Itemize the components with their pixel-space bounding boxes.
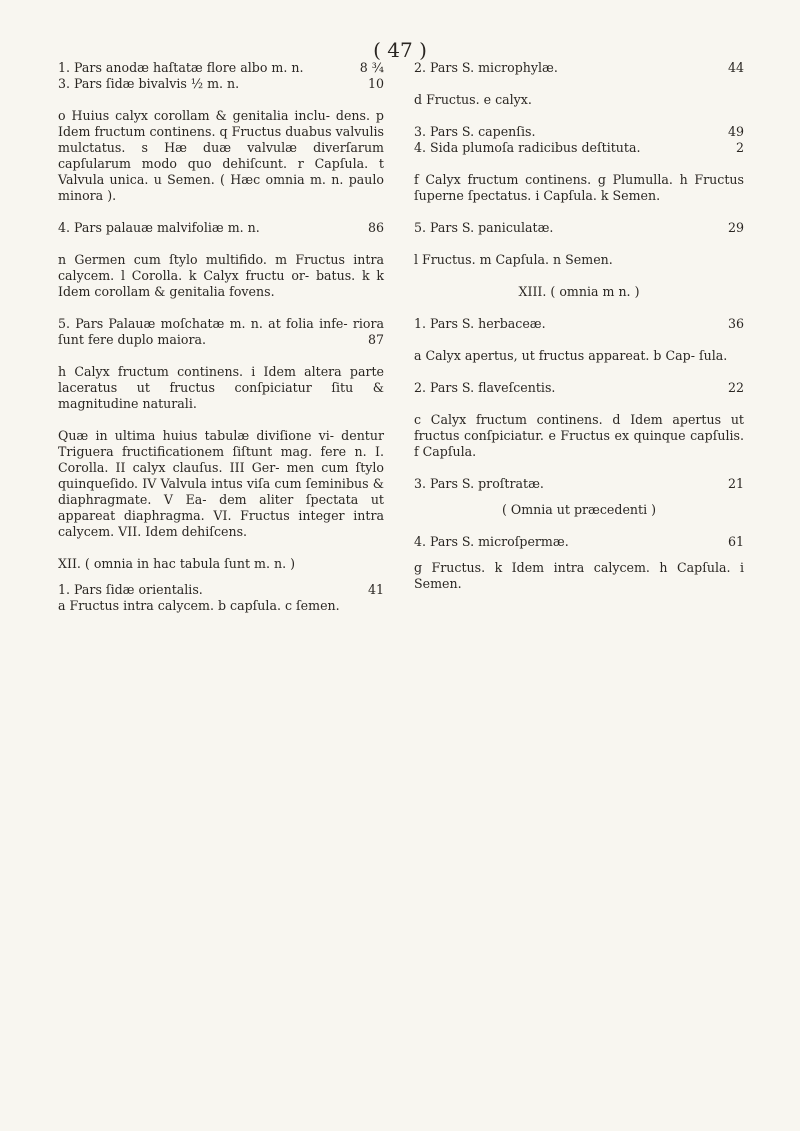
entry-text: 4. Pars palauæ malvifoliæ m. n. bbox=[58, 220, 260, 235]
description-paragraph: g Fructus. k Idem intra calycem. h Capſula. i Semen. bbox=[414, 560, 744, 591]
description-paragraph: h Calyx fructum continens. i Idem altera parte laceratus ut fructus conſpiciatur ſitu & magnitudine naturali. bbox=[58, 364, 384, 411]
right-column bbox=[414, 60, 744, 592]
list-entry bbox=[58, 220, 384, 236]
entry-text: 4. Sida plumoſa radicibus deſtituta. bbox=[414, 140, 641, 155]
description-paragraph: n Germen cum ſtylo multifido. m Fructus intra calycem. l Corolla. k Calyx fructu or- batus. k k Idem corollam & genitalia fovens. bbox=[58, 252, 384, 299]
entry-text: 3. Pars ſidæ bivalvis ½ m. n. bbox=[58, 76, 240, 91]
description-paragraph: o Huius calyx corollam & genitalia inclu- dens. p Idem fructum continens. q Fructus duabus valvulis mulctatus. s Hæ duæ valvulæ diverſarum capſularum modo quo dehiſcunt. r Capſula. t Valvula unica. u Semen. ( Hæc omnia m. n. paulo minora ). bbox=[58, 108, 384, 203]
list-entry bbox=[58, 582, 384, 598]
description-paragraph: l Fructus. m Capſula. n Semen. bbox=[414, 252, 613, 267]
list-entry bbox=[414, 220, 744, 236]
entry-text: 5. Pars Palauæ moſchatæ m. n. at folia infe- riora ſunt fere duplo maiora. bbox=[58, 316, 384, 347]
list-entry bbox=[414, 124, 744, 140]
entry-number: 29 bbox=[727, 220, 744, 235]
entry-number: 86 bbox=[367, 220, 384, 235]
description-paragraph: c Calyx fructum continens. d Idem apertus ut fructus conſpiciatur. e Fructus ex quinque capſulis. f Capſula. bbox=[414, 412, 744, 459]
list-entry bbox=[414, 380, 744, 396]
entry-text: 1. Pars anodæ haſtatæ flore albo m. n. bbox=[58, 60, 304, 75]
list-entry bbox=[414, 476, 744, 492]
description-paragraph: d Fructus. e calyx. bbox=[414, 92, 532, 107]
entry-text: 2. Pars S. flaveſcentis. bbox=[414, 380, 556, 395]
entry-number: 2 bbox=[735, 140, 744, 155]
entry-number: 8 ¾ bbox=[359, 60, 384, 75]
section-heading: XII. ( omnia in hac tabula ſunt m. n. ) bbox=[58, 556, 296, 571]
list-entry bbox=[58, 76, 384, 92]
section-note: ( Omnia ut præcedenti ) bbox=[501, 502, 657, 517]
entry-text: 3. Pars S. capenſis. bbox=[414, 124, 536, 139]
entry-number: 44 bbox=[727, 60, 744, 75]
description-paragraph: f Calyx fructum continens. g Plumulla. h Fructus ſuperne ſpectatus. i Capſula. k Semen. bbox=[414, 172, 744, 203]
description-paragraph: a Calyx apertus, ut fructus appareat. b Cap- ſula. bbox=[414, 348, 728, 363]
entry-text: 1. Pars S. herbaceæ. bbox=[414, 316, 546, 331]
entry-number: 61 bbox=[727, 534, 744, 549]
entry-number: 87 bbox=[367, 332, 384, 347]
list-entry bbox=[414, 60, 744, 76]
entry-number: 36 bbox=[727, 316, 744, 331]
entry-text: 1. Pars ſidæ orientalis. bbox=[58, 582, 203, 597]
list-entry bbox=[414, 316, 744, 332]
entry-number: 41 bbox=[367, 582, 384, 597]
entry-number: 49 bbox=[727, 124, 744, 139]
list-entry bbox=[58, 60, 384, 76]
description-paragraph: Quæ in ultima huius tabulæ diviſione vi- dentur Triguera fructificationem ſiſtunt mag. fere n. I. Corolla. II calyx clauſus. III Ger- men cum ſtylo quinqueſido. IV Valvula intus viſa cum ſeminibus & diaphragmate. V Ea- dem aliter ſpectata ut appareat diaphragma. VI. Fructus integer intra calycem. VII. Idem dehiſcens. bbox=[58, 428, 384, 539]
entry-number: 10 bbox=[367, 76, 384, 91]
entry-text: 3. Pars S. proſtratæ. bbox=[414, 476, 544, 491]
entry-text: 4. Pars S. microſpermæ. bbox=[414, 534, 569, 549]
section-heading: XIII. ( omnia m n. ) bbox=[518, 284, 640, 299]
entry-text: 2. Pars S. microphylæ. bbox=[414, 60, 558, 75]
left-column bbox=[58, 60, 384, 614]
list-entry bbox=[414, 140, 744, 156]
entry-number: 21 bbox=[727, 476, 744, 491]
description-paragraph: a Fructus intra calycem. b capſula. c ſemen. bbox=[58, 598, 340, 613]
entry-number: 22 bbox=[727, 380, 744, 395]
entry-text: 5. Pars S. paniculatæ. bbox=[414, 220, 554, 235]
description-paragraph bbox=[58, 316, 384, 348]
page-number: ( 47 ) bbox=[373, 38, 427, 62]
list-entry bbox=[414, 534, 744, 550]
